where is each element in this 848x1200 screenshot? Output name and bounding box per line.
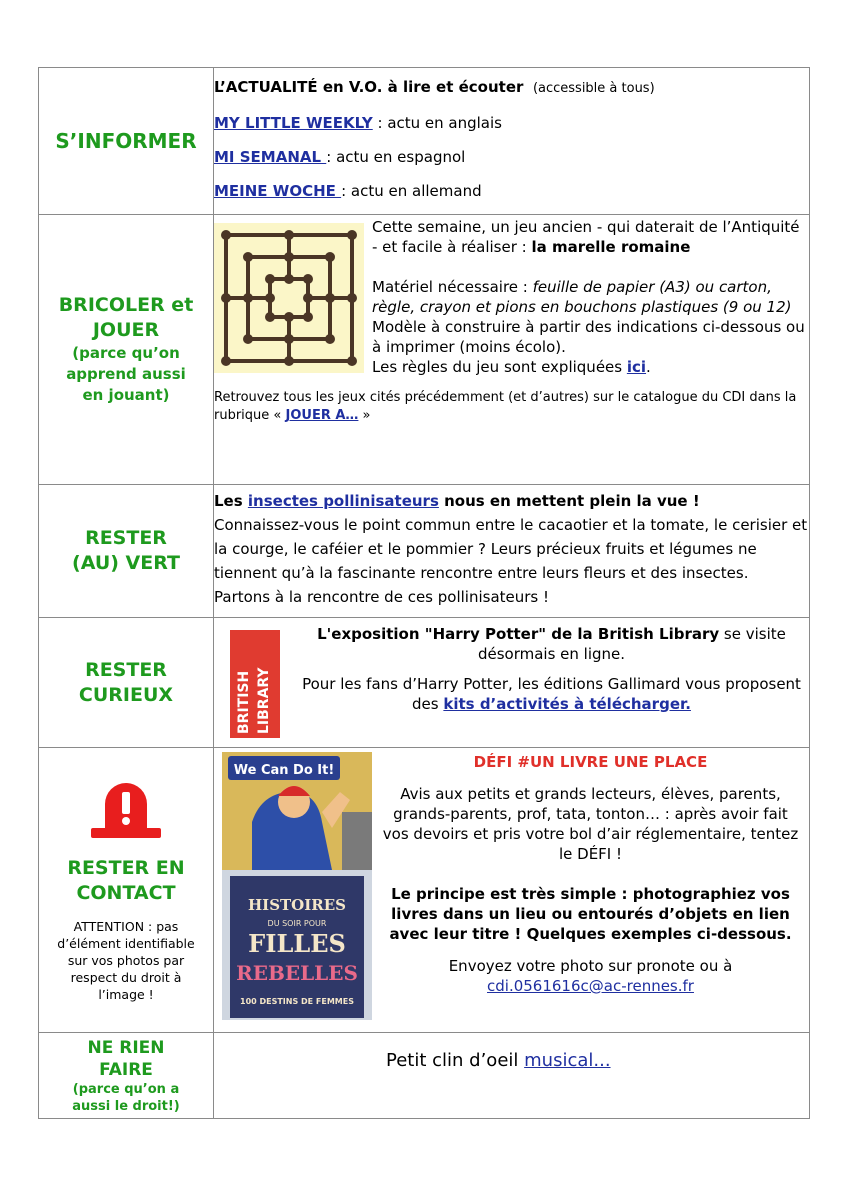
content-bricoler [214, 215, 810, 485]
book-line-2: DU SOIR POUR [267, 919, 327, 928]
book-text-library: LIBRARY [256, 667, 272, 734]
label-curieux-2: CURIEUX [78, 683, 174, 706]
bricoler-catalogue: Retrouvez tous les jeux cités précédemment (et d’autres) sur le catalogue du CDI dans la rubrique « [214, 390, 797, 423]
link-my-little-weekly[interactable]: MY LITTLE WEEKLY [214, 114, 373, 132]
label-cell-informer [39, 68, 214, 215]
informer-item-text: : actu en allemand [341, 182, 482, 200]
red-alarm-light-icon [81, 778, 171, 840]
curieux-expo-text: se visite désormais en ligne. [477, 625, 786, 663]
row-informer [39, 68, 810, 215]
book-line-3: FILLES [248, 929, 346, 958]
link-meine-woche[interactable]: MEINE WOCHE [214, 182, 342, 200]
row-bricoler [39, 215, 810, 485]
row-contact [39, 748, 810, 1033]
email-link[interactable]: cdi.0561616c@ac-rennes.fr [487, 977, 694, 995]
british-library-book-image [222, 630, 284, 738]
content-contact [214, 748, 810, 1033]
bricoler-regles: Les règles du jeu sont expliquées [372, 358, 627, 376]
link-jouer-a[interactable]: JOUER A… [285, 408, 359, 423]
label-cell-contact [39, 748, 214, 1033]
punctuation: . [646, 358, 651, 376]
informer-item-text: : actu en anglais [372, 114, 502, 132]
link-insectes-pollinisateurs[interactable]: insectes pollinisateurs [247, 492, 439, 510]
label-curieux-1: RESTER [85, 658, 167, 681]
marelle-board-image [214, 223, 364, 373]
link-ici[interactable]: ici [626, 358, 647, 376]
defi-principe: Le principe est très simple : photographiez vos livres dans un lieu ou entourés d’objets en lien avec leur titre ! Quelques exemples ci-dessous. [389, 885, 792, 943]
bricoler-materiel: feuille de papier (A3) ou carton, règle, crayon et pions en bouchons plastiques (9 ou 12) [372, 278, 792, 316]
label-contact-1: RESTER EN [67, 856, 185, 879]
defi-photos-image [222, 752, 372, 1020]
defi-intro: Avis aux petits et grands lecteurs, élèves, parents, grands-parents, prof, tata, tonton… : après avoir fait vos devoirs et pris votre bol d’air réglementaire, tentez le DÉFI ! [382, 785, 799, 863]
content-vert [214, 485, 810, 618]
informer-item-text: : actu en espagnol [326, 148, 466, 166]
book-text-british: BRITISH [236, 670, 252, 734]
content-rien [214, 1033, 810, 1119]
label-cell-rien [39, 1033, 214, 1119]
label-bricoler-2: JOUER [92, 319, 160, 341]
label-contact-2: CONTACT [76, 881, 176, 904]
link-musical[interactable]: musical... [524, 1050, 611, 1071]
content-curieux [214, 618, 810, 748]
row-rien [39, 1033, 810, 1119]
poster-text: We Can Do It! [233, 763, 335, 778]
informer-title: L’ACTUALITÉ en V.O. à lire et écouter [214, 78, 524, 96]
punctuation: » [358, 408, 371, 423]
curieux-kits-text: Pour les fans d’Harry Potter, les éditions Gallimard vous proposent des [302, 675, 801, 713]
label-rien-1: NE RIEN [87, 1037, 165, 1058]
book-line-4: REBELLES [236, 961, 358, 985]
contact-attention-note: ATTENTION : pas d’élément identifiable sur vos photos par respect du droit à l’image ! [57, 918, 195, 1002]
bricoler-modele: Modèle à construire à partir des indications ci-dessous ou à imprimer (moins écolo). [372, 318, 805, 356]
book-line-5: 100 DESTINS DE FEMMES [240, 997, 354, 1006]
label-cell-curieux [39, 618, 214, 748]
label-vert-1: RESTER [85, 527, 167, 549]
informer-note: (accessible à tous) [532, 81, 655, 96]
row-curieux [39, 618, 810, 748]
label-cell-vert [39, 485, 214, 618]
vert-title-start: Les [214, 492, 248, 510]
content-informer [214, 68, 810, 215]
label-vert-2: (AU) VERT [72, 552, 180, 574]
link-kits-activites[interactable]: kits d’activités à télécharger. [443, 695, 691, 713]
label-rien-2: FAIRE [99, 1059, 153, 1080]
book-line-1: HISTOIRES [248, 896, 346, 914]
newsletter-table [38, 67, 810, 1119]
row-vert [39, 485, 810, 618]
label-bricoler-sub: (parce qu’on apprend aussi en jouant) [66, 344, 186, 404]
bricoler-game-name: la marelle romaine [531, 238, 691, 256]
label-informer: S’INFORMER [55, 128, 197, 153]
bricoler-materiel-label: Matériel nécessaire : [372, 278, 533, 296]
label-rien-sub: (parce qu’on a aussi le droit!) [72, 1081, 180, 1114]
rien-text: Petit clin d’oeil [386, 1050, 525, 1071]
link-mi-semanal[interactable]: MI SEMANAL [214, 148, 327, 166]
label-bricoler-1: BRICOLER et [58, 294, 194, 316]
vert-text: Connaissez-vous le point commun entre le cacaotier et la tomate, le cerisier et la courge, le caféier et le pommier ? Leurs précieux fruits et légumes ne tiennent qu’à la fascinante rencontre entre leurs fleurs et des insectes. Partons à la rencontre de ces pollinisateurs ! [214, 516, 808, 606]
defi-title: DÉFI #UN LIVRE UNE PLACE [473, 753, 708, 771]
curieux-expo-title: L'exposition "Harry Potter" de la British Library [317, 625, 720, 643]
defi-envoi: Envoyez votre photo sur pronote ou à [448, 957, 733, 975]
vert-title-end: nous en mettent plein la vue ! [438, 492, 700, 510]
bricoler-intro: Cette semaine, un jeu ancien - qui daterait de l’Antiquité - et facile à réaliser : [372, 218, 800, 256]
label-cell-bricoler [39, 215, 214, 485]
